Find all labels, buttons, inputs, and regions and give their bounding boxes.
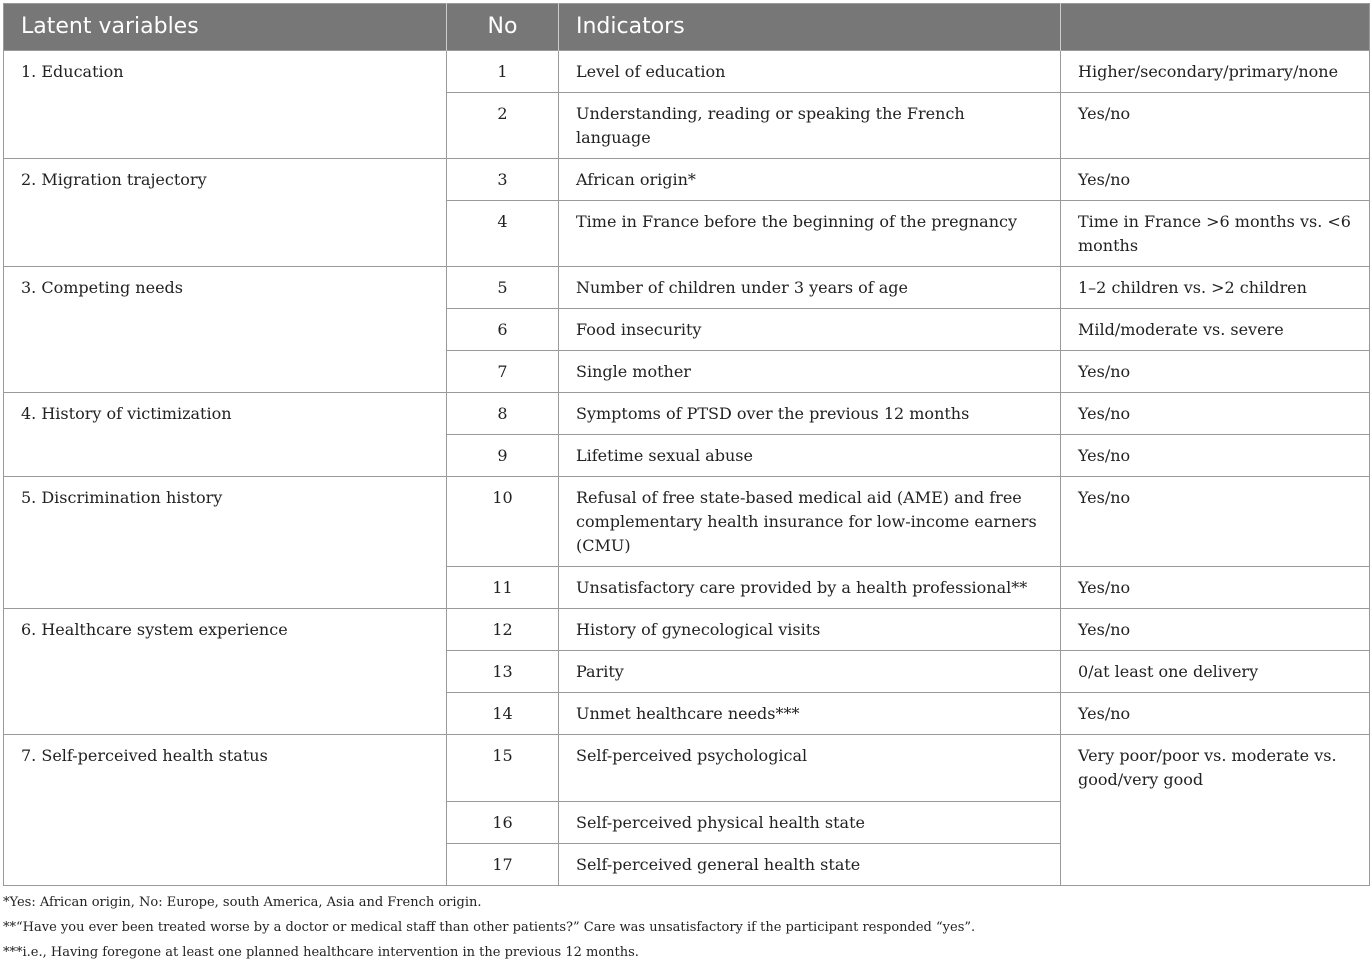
indicator-cell: Self-perceived general health state	[559, 844, 1061, 886]
document	[3, 3, 1369, 965]
header-indicators: Indicators	[559, 4, 1061, 51]
values-cell: Time in France >6 months vs. <6 months	[1061, 201, 1370, 267]
values-cell: 1–2 children vs. >2 children	[1061, 267, 1370, 309]
latent-variable-cell: 7. Self-perceived health status	[4, 735, 447, 886]
table-row	[4, 477, 1370, 567]
footnote: **“Have you ever been treated worse by a doctor or medical staff than other patients?” Care was unsatisfactory if the participant responded “yes”.	[3, 920, 976, 935]
values-cell: Yes/no	[1061, 477, 1370, 567]
indicator-cell: African origin*	[559, 159, 1061, 201]
indicator-cell: Level of education	[559, 51, 1061, 93]
indicator-number: 14	[447, 693, 559, 735]
values-cell: Yes/no	[1061, 351, 1370, 393]
values-cell: Higher/secondary/primary/none	[1061, 51, 1370, 93]
indicator-number: 9	[447, 435, 559, 477]
footnote: ***i.e., Having foregone at least one planned healthcare intervention in the previous 12 months.	[3, 945, 639, 960]
values-cell: Yes/no	[1061, 159, 1370, 201]
indicator-number: 3	[447, 159, 559, 201]
table-row	[4, 267, 1370, 309]
header-latent-variables: Latent variables	[4, 4, 447, 51]
indicator-cell: History of gynecological visits	[559, 609, 1061, 651]
values-cell: Very poor/poor vs. moderate vs. good/very good	[1061, 735, 1370, 886]
table-row	[4, 159, 1370, 201]
table-header-row	[4, 4, 1370, 51]
values-cell: 0/at least one delivery	[1061, 651, 1370, 693]
indicator-cell: Parity	[559, 651, 1061, 693]
latent-variable-cell: 1. Education	[4, 51, 447, 159]
values-cell: Mild/moderate vs. severe	[1061, 309, 1370, 351]
indicator-cell: Understanding, reading or speaking the French language	[559, 93, 1061, 159]
indicator-number: 1	[447, 51, 559, 93]
values-cell: Yes/no	[1061, 567, 1370, 609]
indicator-number: 4	[447, 201, 559, 267]
values-cell: Yes/no	[1061, 609, 1370, 651]
indicator-number: 7	[447, 351, 559, 393]
table-row	[4, 51, 1370, 93]
values-cell: Yes/no	[1061, 393, 1370, 435]
latent-variable-cell: 5. Discrimination history	[4, 477, 447, 609]
indicator-number: 8	[447, 393, 559, 435]
indicator-number: 11	[447, 567, 559, 609]
values-cell: Yes/no	[1061, 435, 1370, 477]
indicator-cell: Unmet healthcare needs***	[559, 693, 1061, 735]
values-cell: Yes/no	[1061, 93, 1370, 159]
indicator-number: 2	[447, 93, 559, 159]
indicator-number: 17	[447, 844, 559, 886]
table-row	[4, 609, 1370, 651]
indicator-cell: Refusal of free state-based medical aid (AME) and free complementary health insurance for low-income earners (CMU)	[559, 477, 1061, 567]
table-footnotes	[3, 886, 1369, 965]
indicator-cell: Single mother	[559, 351, 1061, 393]
indicators-table	[3, 3, 1370, 886]
latent-variable-cell: 2. Migration trajectory	[4, 159, 447, 267]
table-body	[4, 51, 1370, 886]
indicator-cell: Time in France before the beginning of the pregnancy	[559, 201, 1061, 267]
indicator-cell: Number of children under 3 years of age	[559, 267, 1061, 309]
indicator-number: 16	[447, 802, 559, 844]
latent-variable-cell: 3. Competing needs	[4, 267, 447, 393]
indicator-number: 10	[447, 477, 559, 567]
indicator-number: 5	[447, 267, 559, 309]
values-cell: Yes/no	[1061, 693, 1370, 735]
table-row	[4, 393, 1370, 435]
header-values	[1061, 4, 1370, 51]
indicator-cell: Unsatisfactory care provided by a health professional**	[559, 567, 1061, 609]
indicator-number: 6	[447, 309, 559, 351]
indicator-cell: Self-perceived psychological	[559, 735, 1061, 802]
indicator-number: 12	[447, 609, 559, 651]
latent-variable-cell: 6. Healthcare system experience	[4, 609, 447, 735]
indicator-cell: Lifetime sexual abuse	[559, 435, 1061, 477]
table-row	[4, 735, 1370, 802]
indicator-number: 13	[447, 651, 559, 693]
latent-variable-cell: 4. History of victimization	[4, 393, 447, 477]
indicator-cell: Food insecurity	[559, 309, 1061, 351]
header-no: No	[447, 4, 559, 51]
indicator-cell: Symptoms of PTSD over the previous 12 months	[559, 393, 1061, 435]
indicator-cell: Self-perceived physical health state	[559, 802, 1061, 844]
indicator-number: 15	[447, 735, 559, 802]
footnote: *Yes: African origin, No: Europe, south America, Asia and French origin.	[3, 895, 482, 910]
